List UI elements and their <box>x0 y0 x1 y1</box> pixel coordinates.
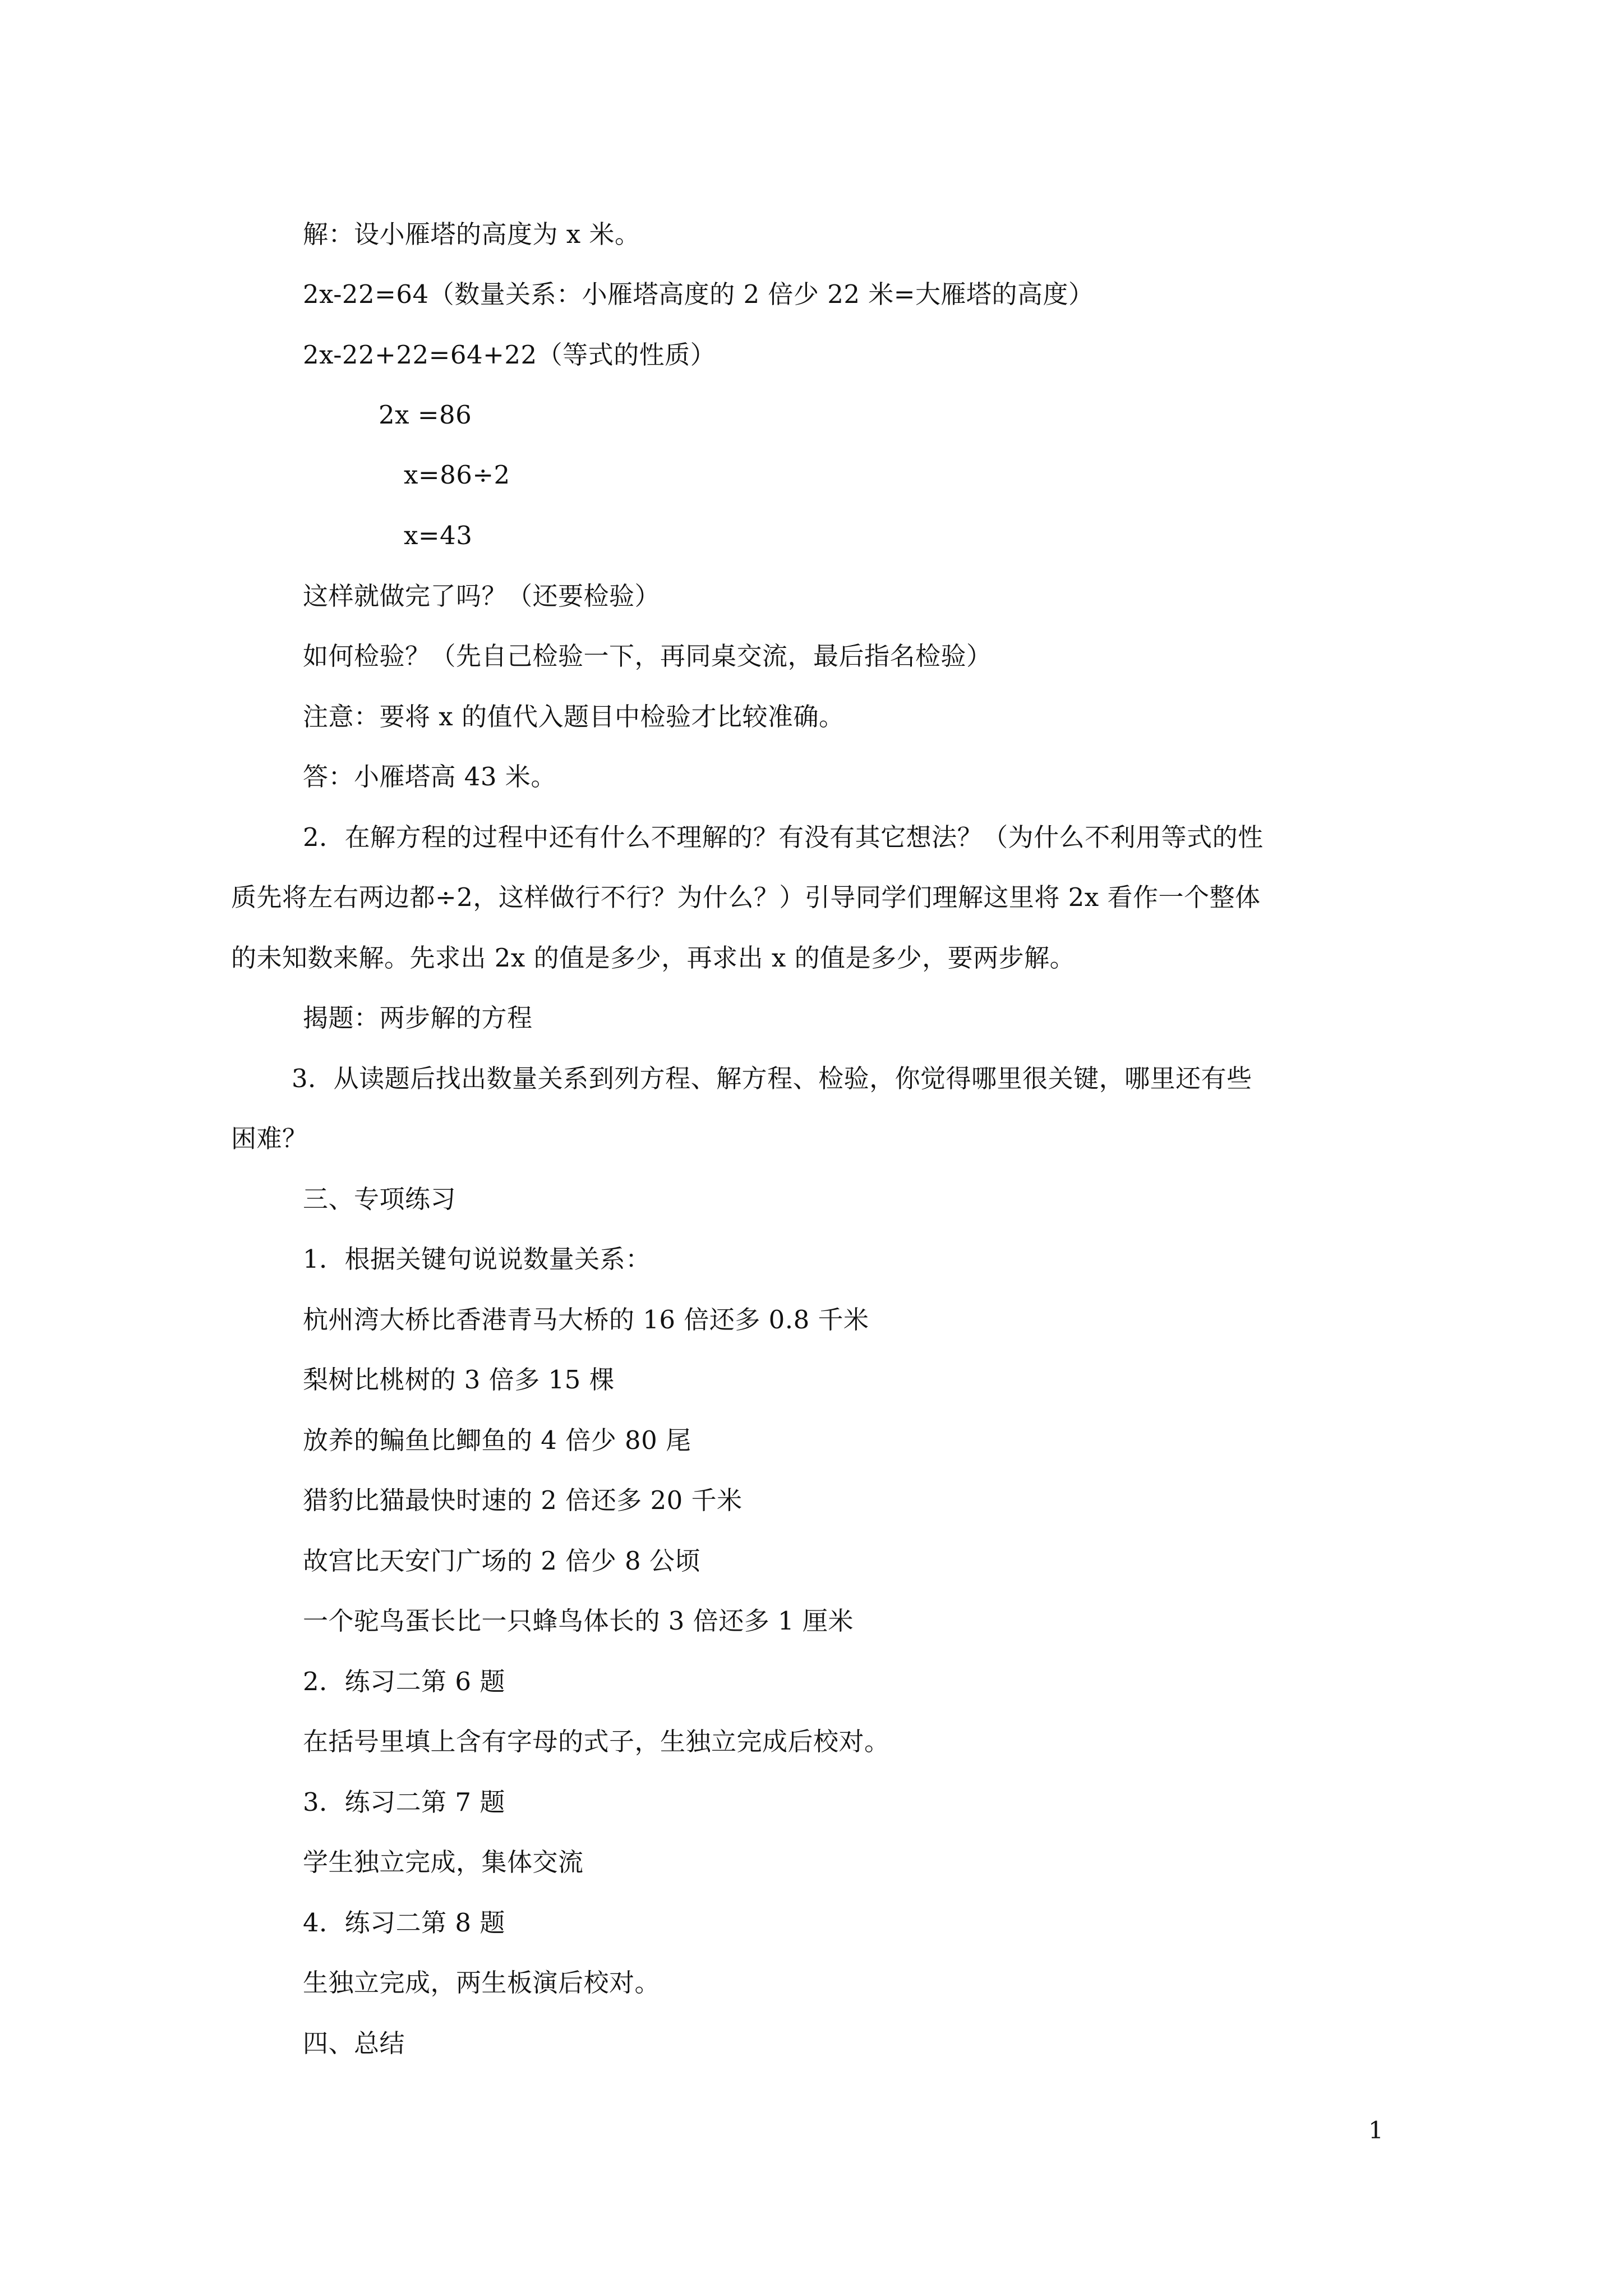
text-line: 故宫比天安门广场的 2 倍少 8 公顷 <box>303 1546 700 1576</box>
text-line: 如何检验？（先自己检验一下，再同桌交流，最后指名检验） <box>303 641 992 671</box>
text-line: 在括号里填上含有字母的式子，生独立完成后校对。 <box>303 1727 890 1756</box>
text-line: 猎豹比猫最快时速的 2 倍还多 20 千米 <box>303 1485 743 1515</box>
paragraph-line: 质先将左右两边都÷2，这样做行不行？为什么？）引导同学们理解这里将 2x 看作一个整体 <box>231 882 1261 912</box>
text-line: 3．练习二第 7 题 <box>303 1787 505 1817</box>
page-number: 1 <box>1368 2116 1384 2144</box>
equation-line: x=43 <box>404 521 473 550</box>
text-line: 2x-22+22=64+22（等式的性质） <box>303 340 716 370</box>
text-line: 这样就做完了吗？（还要检验） <box>303 581 661 611</box>
paragraph-line: 3．从读题后找出数量关系到列方程、解方程、检验，你觉得哪里很关键，哪里还有些 <box>292 1064 1252 1093</box>
text-line: 2x-22=64（数量关系：小雁塔高度的 2 倍少 22 米=大雁塔的高度） <box>303 279 1094 309</box>
text-line: 1．根据关键句说说数量关系： <box>303 1244 651 1274</box>
equation-line: x=86÷2 <box>404 460 510 490</box>
text-line: 4．练习二第 8 题 <box>303 1908 505 1938</box>
paragraph-line: 困难？ <box>231 1124 308 1153</box>
paragraph-line: 的未知数来解。先求出 2x 的值是多少，再求出 x 的值是多少，要两步解。 <box>231 943 1076 973</box>
section-heading: 四、总结 <box>303 2028 405 2058</box>
text-line: 杭州湾大桥比香港青马大桥的 16 倍还多 0.8 千米 <box>303 1305 869 1335</box>
text-line: 学生独立完成，集体交流 <box>303 1847 584 1877</box>
text-line: 生独立完成，两生板演后校对。 <box>303 1968 661 1998</box>
text-line: 放养的鳊鱼比鲫鱼的 4 倍少 80 尾 <box>303 1425 691 1455</box>
equation-line: 2x =86 <box>379 400 472 430</box>
text-line: 揭题：两步解的方程 <box>303 1003 533 1033</box>
text-line: 注意：要将 x 的值代入题目中检验才比较准确。 <box>303 702 845 731</box>
paragraph-line: 2．在解方程的过程中还有什么不理解的？有没有其它想法？（为什么不利用等式的性 <box>303 822 1264 852</box>
text-line: 解：设小雁塔的高度为 x 米。 <box>303 219 640 249</box>
text-line: 2．练习二第 6 题 <box>303 1667 505 1696</box>
text-line: 一个驼鸟蛋长比一只蜂鸟体长的 3 倍还多 1 厘米 <box>303 1606 854 1636</box>
text-line: 梨树比桃树的 3 倍多 15 棵 <box>303 1365 615 1395</box>
section-heading: 三、专项练习 <box>303 1184 457 1214</box>
text-line: 答：小雁塔高 43 米。 <box>303 762 556 792</box>
